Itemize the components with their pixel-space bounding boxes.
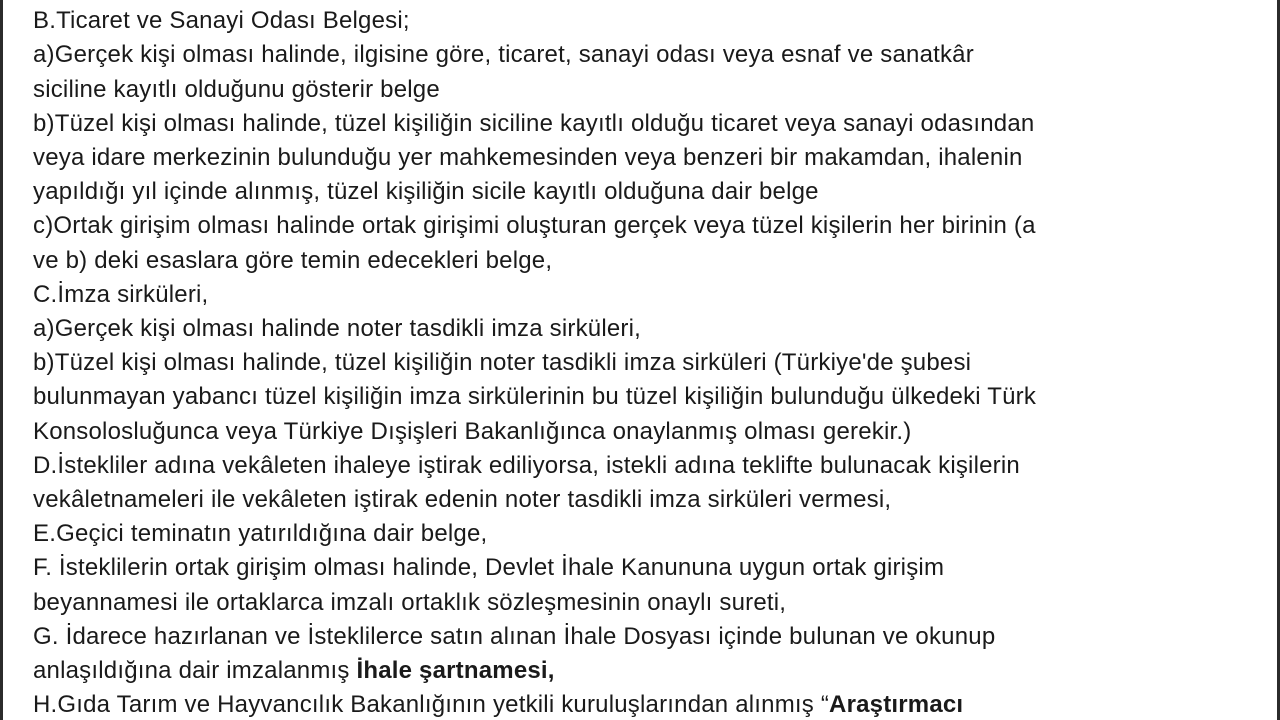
bold-text-run: İhale şartnamesi, — [356, 657, 555, 685]
bold-text-run: Araştırmacı — [829, 691, 964, 719]
document-line — [33, 346, 1257, 380]
document-line — [33, 175, 1257, 209]
text-run: F. İsteklilerin ortak girişim olması halinde, Devlet İhale Kanununa uygun ortak girişim — [33, 554, 945, 582]
document-line — [33, 244, 1257, 278]
document-line — [33, 517, 1257, 551]
document-line — [33, 654, 1257, 688]
text-run: c)Ortak girişim olması halinde ortak girişimi oluşturan gerçek veya tüzel kişilerin her birinin (a — [33, 212, 1036, 240]
text-run: a)Gerçek kişi olması halinde noter tasdikli imza sirküleri, — [33, 315, 642, 343]
text-run: siciline kayıtlı olduğunu gösterir belge — [33, 75, 440, 103]
text-run: yapıldığı yıl içinde alınmış, tüzel kişiliğin sicile kayıtlı olduğuna dair belge — [33, 178, 819, 206]
text-run: D.İstekliler adına vekâleten ihaleye iştirak ediliyorsa, istekli adına teklifte bulunacak kişilerin — [33, 451, 1020, 479]
document-line — [33, 4, 1257, 38]
document-line — [33, 620, 1257, 654]
document-line — [33, 449, 1257, 483]
text-run: vekâletnameleri ile vekâleten iştirak edenin noter tasdikli imza sirküleri vermesi, — [33, 486, 892, 514]
text-run: H.Gıda Tarım ve Hayvancılık Bakanlığının yetkili kuruluşlarından alınmış “ — [33, 691, 830, 719]
document-line — [33, 688, 1257, 720]
document-line — [33, 415, 1257, 449]
document-line — [33, 209, 1257, 243]
document-body — [33, 0, 1257, 720]
document-line — [33, 483, 1257, 517]
text-run: E.Geçici teminatın yatırıldığına dair belge, — [33, 520, 488, 548]
text-run: ve b) deki esaslara göre temin edecekleri belge, — [33, 246, 553, 274]
text-run: anlaşıldığına dair imzalanmış — [33, 657, 357, 685]
document-line — [33, 312, 1257, 346]
document-line — [33, 141, 1257, 175]
text-run: b)Tüzel kişi olması halinde, tüzel kişiliğin siciline kayıtlı olduğu ticaret veya sanayi odasından — [33, 109, 1035, 137]
text-run: veya idare merkezinin bulunduğu yer mahkemesinden veya benzeri bir makamdan, ihalenin — [33, 144, 1023, 172]
document-line — [33, 551, 1257, 585]
text-run: a)Gerçek kişi olması halinde, ilgisine göre, ticaret, sanayi odası veya esnaf ve sanatkâr — [33, 41, 974, 69]
text-run: beyannamesi ile ortaklarca imzalı ortaklık sözleşmesinin onaylı sureti, — [33, 588, 787, 616]
text-run: bulunmayan yabancı tüzel kişiliğin imza sirkülerinin bu tüzel kişiliğin bulunduğu ülkedeki Türk — [33, 383, 1037, 411]
text-run: B.Ticaret ve Sanayi Odası Belgesi; — [33, 7, 410, 35]
document-line — [33, 586, 1257, 620]
text-run: C.İmza sirküleri, — [33, 280, 209, 308]
document-line — [33, 278, 1257, 312]
document-line — [33, 38, 1257, 72]
text-run: G. İdarece hazırlanan ve İsteklilerce satın alınan İhale Dosyası içinde bulunan ve okunup — [33, 622, 996, 650]
text-run: b)Tüzel kişi olması halinde, tüzel kişiliğin noter tasdikli imza sirküleri (Türkiye'de şubesi — [33, 349, 972, 377]
text-run: Konsolosluğunca veya Türkiye Dışişleri Bakanlığınca onaylanmış olması gerekir.) — [33, 417, 912, 445]
document-line — [33, 380, 1257, 414]
document-line — [33, 73, 1257, 107]
document-line — [33, 107, 1257, 141]
